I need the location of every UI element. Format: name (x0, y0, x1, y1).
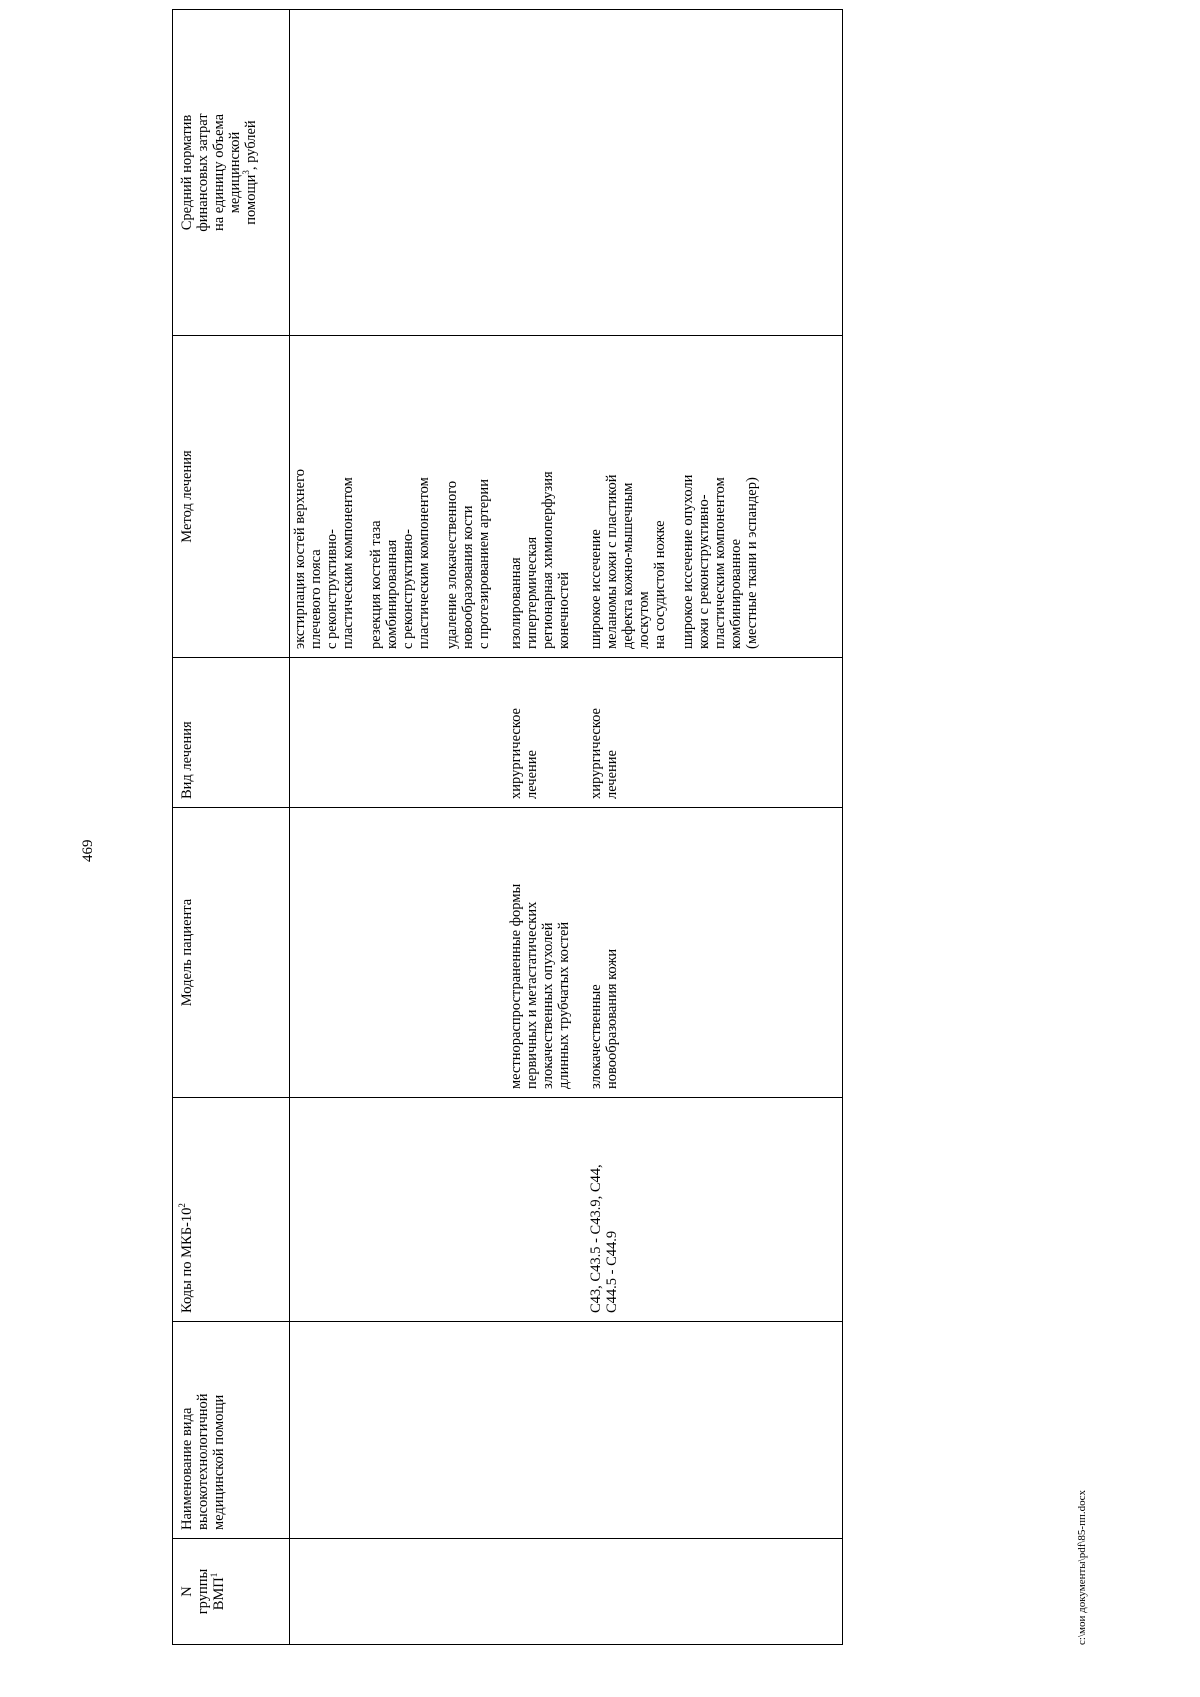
header-n-group: N группы ВМП$^1$ (173, 1539, 290, 1645)
vmp-name-cell (290, 1322, 507, 1539)
group-cell (506, 1539, 586, 1645)
cell-text-line: лечение (524, 750, 540, 799)
table-header-row (173, 10, 290, 1645)
treatment-method-block (588, 344, 668, 649)
average-cost-cell (586, 10, 774, 336)
cell-text-line: пластическим компонентом (712, 477, 728, 649)
cell-text-line: злокачественных опухолей (540, 922, 556, 1089)
patient-model-cell (506, 808, 586, 1098)
icd-codes-cell (506, 1098, 586, 1322)
footer-file-path: c:\мои документы\pdf\85-пп.docx (1076, 1489, 1088, 1645)
cell-text-line: комбинированная (384, 539, 400, 649)
cell-text-line: новообразования кости (460, 505, 476, 649)
icd-codes-cell (586, 1098, 774, 1322)
icd-codes-block (588, 1106, 620, 1313)
treatment-method-block (444, 344, 492, 649)
treatment-methods-cell (586, 336, 774, 658)
group-cell (586, 1539, 774, 1645)
empty-cell (774, 10, 843, 336)
cell-text-line: с реконструктивно- (400, 529, 416, 649)
cell-text-line: кожи с реконструктивно- (696, 494, 712, 649)
cell-text-line: конечностей (556, 571, 572, 649)
table-body (290, 10, 843, 1645)
vmp-name-cell (586, 1322, 774, 1539)
treatment-kind-block (588, 666, 620, 799)
treatment-methods-cell (506, 336, 586, 658)
header-treatment-method: Метод лечения (173, 336, 290, 658)
empty-cell (774, 1539, 843, 1645)
table-row (290, 10, 507, 1645)
patient-model-block (508, 816, 572, 1089)
patient-model-cell (586, 808, 774, 1098)
cell-text-line: дефекта кожно-мышечным (620, 482, 636, 649)
cell-text-line: лоскутом (636, 591, 652, 649)
treatment-method-block (368, 344, 432, 649)
empty-cell (774, 1322, 843, 1539)
cell-text-line: резекция костей таза (368, 520, 384, 649)
treatment-kind-block (508, 666, 540, 799)
cell-text-line: хирургическое (508, 708, 524, 799)
empty-cell (774, 336, 843, 658)
cell-text-line: местнораспространенные формы (508, 883, 524, 1089)
icd-codes-cell (290, 1098, 507, 1322)
cell-text-line: пластическим компонентом (340, 477, 356, 649)
treatment-method-block (292, 344, 356, 649)
treatment-kind-cell (586, 658, 774, 808)
header-vmp-name: Наименование вида высокотехнологичной медицинской помощи (173, 1322, 290, 1539)
header-treatment-kind: Вид лечения (173, 658, 290, 808)
treatment-method-block (680, 344, 760, 649)
cell-text-line: C44.5 - C44.9 (604, 1230, 620, 1313)
cell-text-line: широкое иссечение опухоли (680, 474, 696, 649)
average-cost-cell (506, 10, 586, 336)
treatment-methods-cell (290, 336, 507, 658)
cell-text-line: C43, C43.5 - C43.9, C44, (588, 1164, 604, 1313)
treatment-kind-cell (290, 658, 507, 808)
cell-text-line: новообразования кожи (604, 948, 620, 1089)
cell-text-line: на сосудистой ножке (652, 520, 668, 649)
page-number: 469 (80, 839, 96, 862)
vmp-name-cell (506, 1322, 586, 1539)
group-cell (290, 1539, 507, 1645)
header-patient-model: Модель пациента (173, 808, 290, 1098)
cell-text-line: гипертермическая (524, 536, 540, 649)
cell-text-line: удаление злокачественного (444, 480, 460, 649)
cell-text-line: хирургическое (588, 708, 604, 799)
header-average-cost: Средний норматив финансовых затрат на единицу объема медицинской помощи$^3$, рублей (173, 10, 290, 336)
cell-text-line: пластическим компонентом (416, 477, 432, 649)
cell-text-line: лечение (604, 750, 620, 799)
treatment-method-block (508, 344, 572, 649)
table-row (586, 10, 774, 1645)
cell-text-line: длинных трубчатых костей (556, 921, 572, 1089)
cell-text-line: изолированная (508, 557, 524, 649)
cell-text-line: злокачественные (588, 984, 604, 1089)
patient-model-block (588, 816, 620, 1089)
cell-text-line: (местные ткани и эспандер) (744, 477, 760, 649)
cell-text-line: с реконструктивно- (324, 529, 340, 649)
empty-cell (774, 808, 843, 1098)
cell-text-line: первичных и метастатических (524, 901, 540, 1089)
treatment-kind-cell (506, 658, 586, 808)
cell-text-line: с протезированием артерии (476, 479, 492, 649)
cell-text-line: меланомы кожи с пластикой (604, 474, 620, 649)
header-icd-codes: Коды по МКБ-$10^2$ (173, 1098, 290, 1322)
cell-text-line: широкое иссечение (588, 529, 604, 649)
patient-model-cell (290, 808, 507, 1098)
cell-text-line: комбинированное (728, 538, 744, 649)
table-row (506, 10, 586, 1645)
cell-text-line: экстирпация костей верхнего (292, 469, 308, 649)
empty-cell (774, 1098, 843, 1322)
cell-text-line: плечевого пояса (308, 549, 324, 649)
average-cost-cell (290, 10, 507, 336)
vmp-table (172, 9, 843, 1645)
cell-text-line: регионарная химиоперфузия (540, 471, 556, 649)
empty-cell (774, 658, 843, 808)
